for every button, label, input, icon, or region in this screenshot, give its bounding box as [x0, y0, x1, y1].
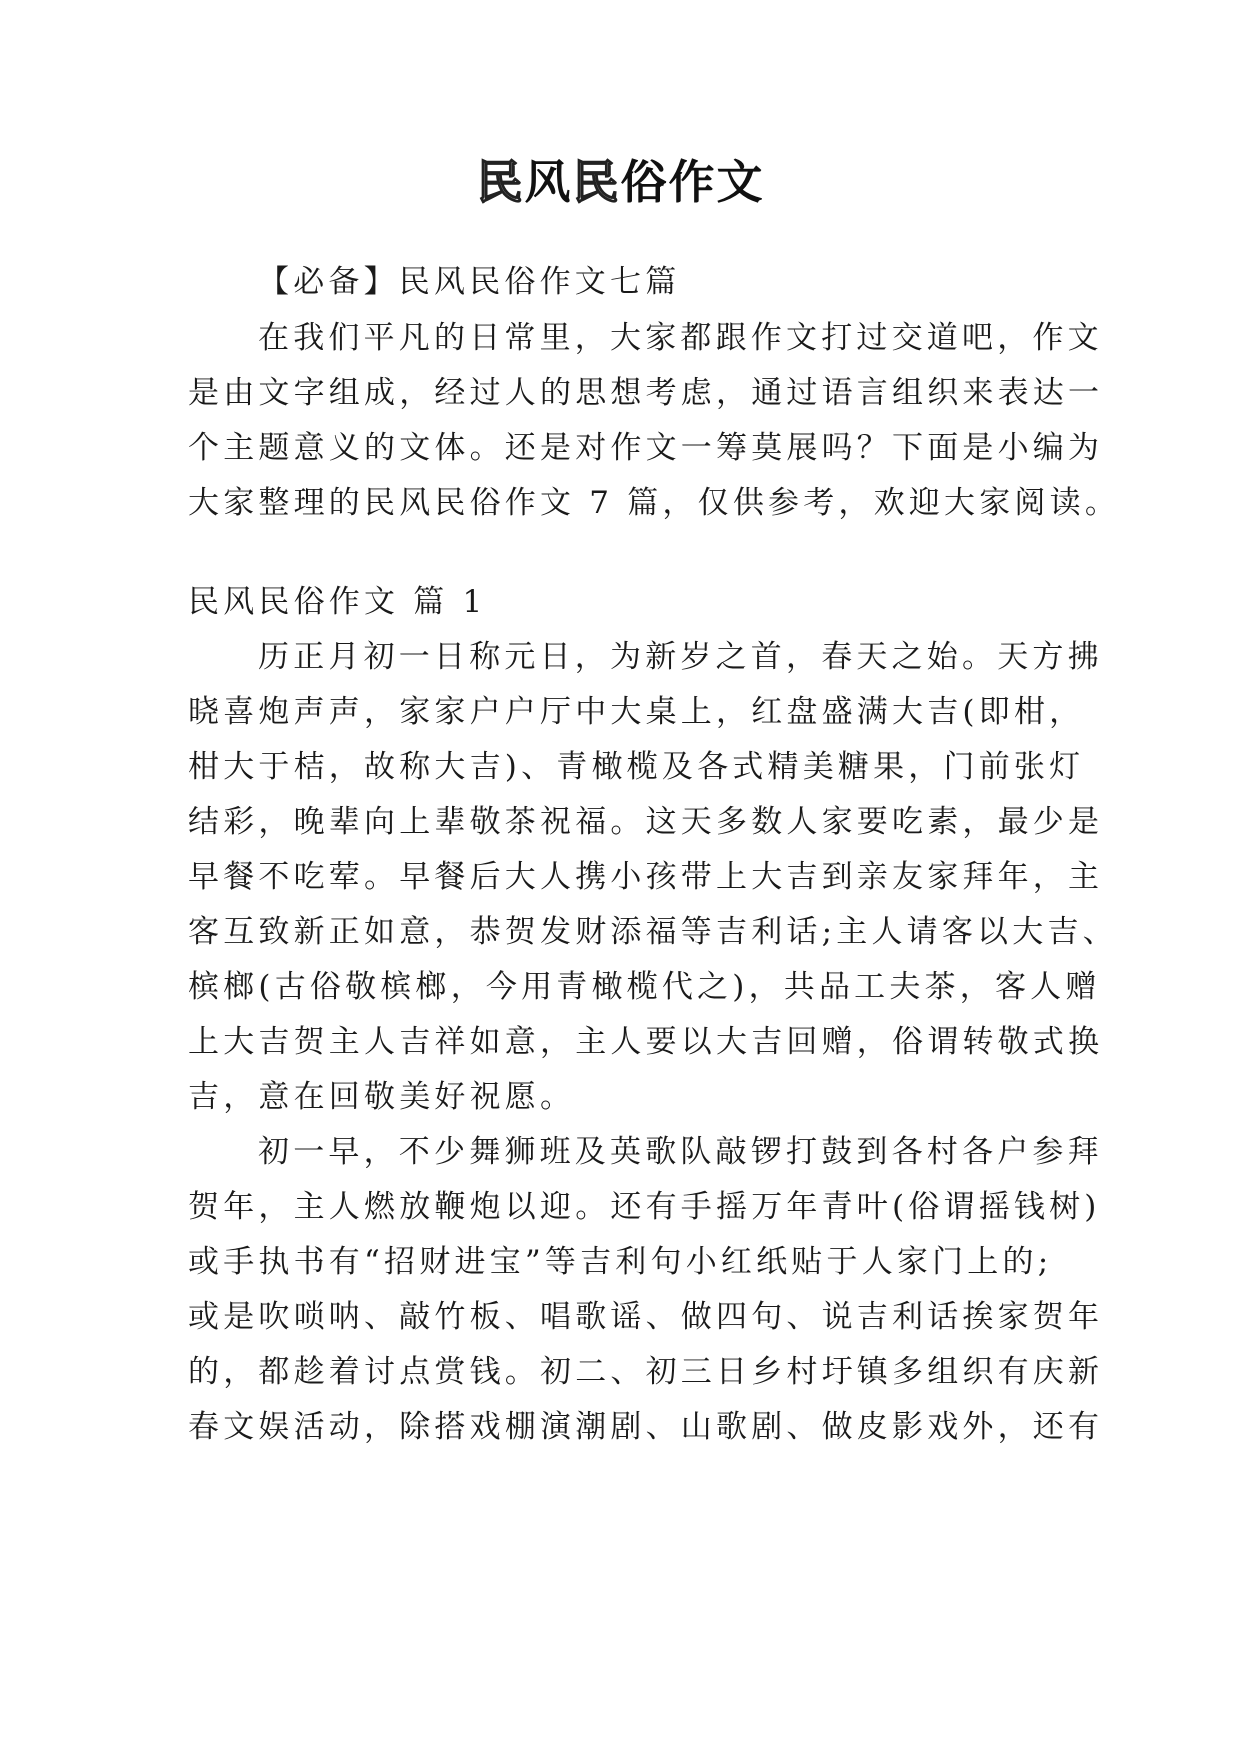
body-paragraph-line: 春文娱活动，除搭戏棚演潮剧、山歌剧、做皮影戏外，还有 [188, 1409, 1104, 1445]
body-paragraph-line: 上大吉贺主人吉祥如意，主人要以大吉回赠，俗谓转敬式换 [188, 1024, 1104, 1060]
intro-paragraph-line: 在我们平凡的日常里，大家都跟作文打过交道吧，作文 [258, 320, 1103, 356]
body-paragraph-line: 客互致新正如意，恭贺发财添福等吉利话;主人请客以大吉、 [188, 914, 1118, 950]
title-char: 风 [524, 155, 573, 209]
body-paragraph-line: 初一早，不少舞狮班及英歌队敲锣打鼓到各村各户参拜 [258, 1134, 1103, 1170]
body-paragraph-line: 槟榔(古俗敬槟榔，今用青橄榄代之)，共品工夫茶，客人赠 [188, 969, 1101, 1005]
body-paragraph-line: 或手执书有“招财进宝”等吉利句小红纸贴于人家门上的; [188, 1244, 1053, 1280]
body-paragraph-line: 贺年，主人燃放鞭炮以迎。还有手摇万年青叶(俗谓摇钱树) [188, 1189, 1101, 1225]
body-paragraph-line: 晓喜炮声声，家家户户厅中大桌上，红盘盛满大吉(即柑， [188, 694, 1085, 730]
body-paragraph-line: 结彩，晚辈向上辈敬茶祝福。这天多数人家要吃素，最少是 [188, 804, 1104, 840]
body-paragraph-line: 早餐不吃荤。早餐后大人携小孩带上大吉到亲友家拜年，主 [188, 859, 1104, 895]
subtitle-line: 【必备】民风民俗作文七篇 [258, 264, 681, 300]
body-paragraph-line: 柑大于桔，故称大吉)、青橄榄及各式精美糖果，门前张灯 [188, 749, 1085, 785]
body-paragraph-line: 吉，意在回敬美好祝愿。 [188, 1079, 576, 1115]
intro-paragraph-line: 是由文字组成，经过人的思想考虑，通过语言组织来表达一 [188, 375, 1104, 411]
body-paragraph-line: 或是吹唢呐、敲竹板、唱歌谣、做四句、说吉利话挨家贺年 [188, 1299, 1104, 1335]
title-char-outlined: 民 [476, 155, 525, 209]
body-paragraph-line: 历正月初一日称元日，为新岁之首，春天之始。天方拂 [258, 639, 1103, 675]
document-title [0, 152, 1241, 212]
title-char-outlined: 民 [572, 155, 621, 209]
title-text: 俗作文 [620, 155, 765, 209]
intro-paragraph-line: 大家整理的民风民俗作文 7 篇，仅供参考，欢迎大家阅读。 [188, 485, 1121, 521]
body-paragraph-line: 的，都趁着讨点赏钱。初二、初三日乡村圩镇多组织有庆新 [188, 1354, 1104, 1390]
intro-paragraph-line: 个主题意义的文体。还是对作文一筹莫展吗？下面是小编为 [188, 430, 1104, 466]
section-heading: 民风民俗作文 篇 1 [188, 584, 487, 620]
